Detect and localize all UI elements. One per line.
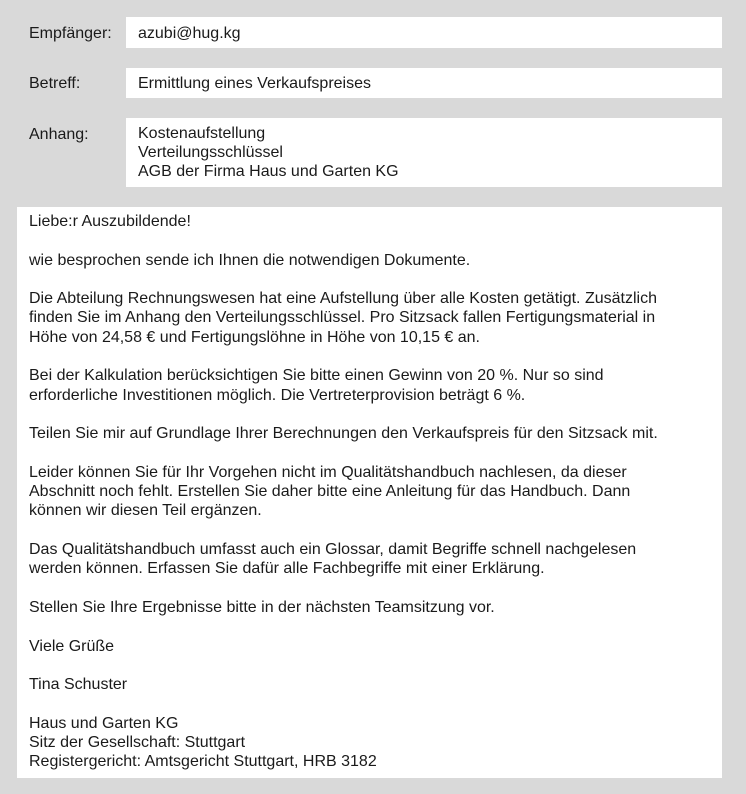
recipient-field[interactable]	[126, 17, 722, 48]
attachment-item[interactable]: Verteilungsschlüssel	[138, 144, 283, 161]
attachments-label: Anhang:	[29, 126, 89, 143]
company-seat: Sitz der Gesellschaft: Stuttgart	[29, 734, 246, 752]
text-line: Abschnitt noch fehlt. Erstellen Sie daher bitte eine Anleitung für das Handbuch. Dann	[29, 483, 631, 501]
recipient-label: Empfänger:	[29, 25, 112, 42]
greeting: Liebe:r Auszubildende!	[29, 213, 191, 230]
paragraph-request: Teilen Sie mir auf Grundlage Ihrer Berechnungen den Verkaufspreis für den Sitzsack mit.	[29, 425, 658, 443]
subject-field[interactable]	[126, 68, 722, 98]
text-line: Bei der Kalkulation berücksichtigen Sie bitte einen Gewinn von 20 %. Nur so sind	[29, 367, 604, 385]
closing: Viele Grüße	[29, 637, 115, 655]
text-line: finden Sie im Anhang den Verteilungsschlüssel. Pro Sitzsack fallen Fertigungsmaterial in	[29, 309, 656, 327]
text-line: Höhe von 24,58 € und Fertigungslöhne in Höhe von 10,15 € an.	[29, 328, 480, 346]
subject-value: Ermittlung eines Verkaufspreises	[138, 75, 371, 92]
attachments-field	[126, 118, 722, 187]
text-line: werden können. Erfassen Sie dafür alle Fachbegriffe mit einer Erklärung.	[29, 560, 545, 578]
paragraph-handbook	[29, 463, 710, 521]
paragraph-calculation	[29, 366, 710, 405]
text-line: Leider können Sie für Ihr Vorgehen nicht im Qualitätshandbuch nachlesen, da dieser	[29, 463, 627, 481]
paragraph-glossary	[29, 540, 710, 579]
company-footer	[29, 714, 710, 772]
signature-name: Tina Schuster	[29, 676, 128, 694]
company-name: Haus und Garten KG	[29, 714, 179, 732]
text-line: Die Abteilung Rechnungswesen hat eine Aufstellung über alle Kosten getätigt. Zusätzlich	[29, 290, 657, 308]
company-register: Registergericht: Amtsgericht Stuttgart, HRB 3182	[29, 753, 377, 771]
attachment-item[interactable]: AGB der Firma Haus und Garten KG	[138, 163, 399, 180]
paragraph-costs	[29, 289, 710, 347]
paragraph-meeting: Stellen Sie Ihre Ergebnisse bitte in der nächsten Teamsitzung vor.	[29, 598, 495, 616]
paragraph-intro: wie besprochen sende ich Ihnen die notwendigen Dokumente.	[29, 251, 471, 269]
text-line: erforderliche Investitionen möglich. Die Vertreterprovision beträgt 6 %.	[29, 386, 526, 404]
attachment-item[interactable]: Kostenaufstellung	[138, 125, 266, 142]
message-body[interactable]	[17, 207, 722, 778]
subject-label: Betreff:	[29, 75, 81, 92]
text-line: können wir diesen Teil ergänzen.	[29, 502, 262, 520]
recipient-value: azubi@hug.kg	[138, 25, 241, 42]
text-line: Das Qualitätshandbuch umfasst auch ein Glossar, damit Begriffe schnell nachgelesen	[29, 541, 637, 559]
